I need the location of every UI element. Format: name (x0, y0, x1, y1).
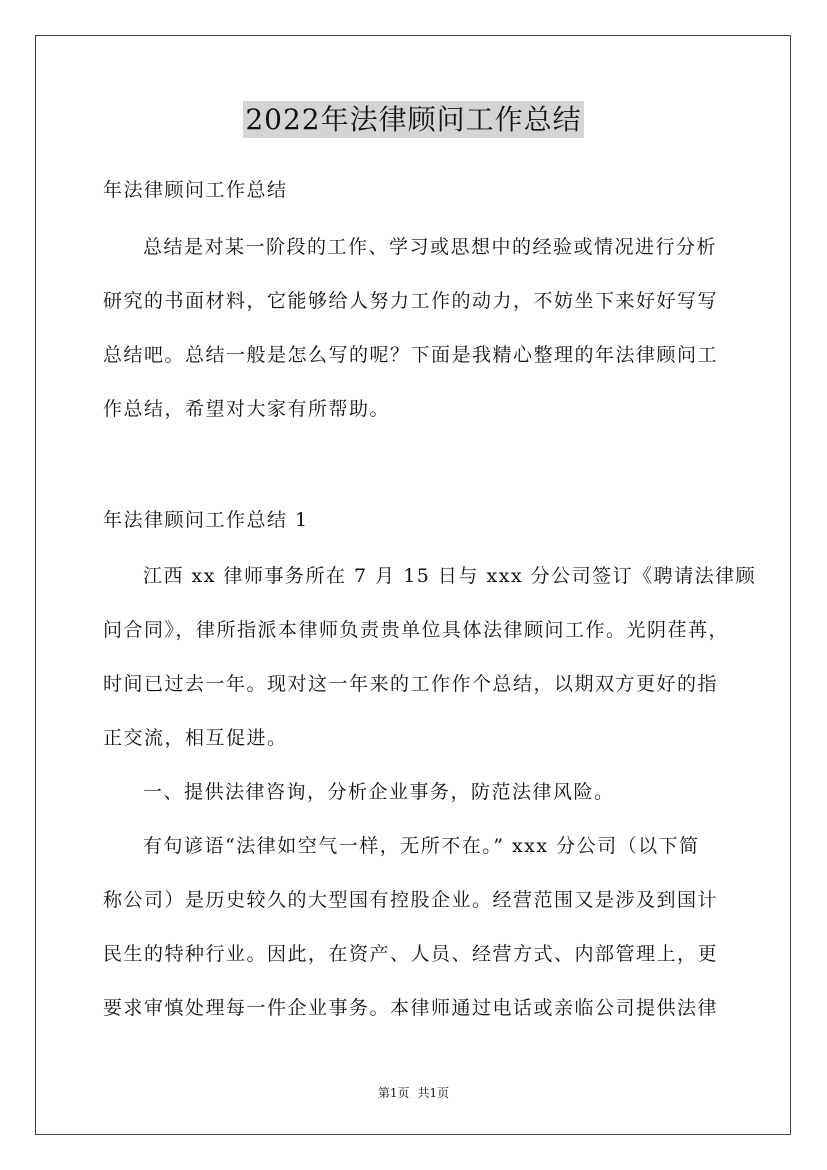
text-line: 总结是对某一阶段的工作、学习或思想中的经验或情况进行分析 (143, 236, 718, 258)
page-number: 第1页 (377, 1086, 410, 1100)
text-line: 有句谚语“法律如空气一样，无所不在。” xxx 分公司（以下简 (143, 835, 700, 857)
text-line: 民生的特种行业。因此，在资产、人员、经营方式、内部管理上，更 (103, 943, 719, 965)
document-title: 2022年法律顾问工作总结 (245, 103, 582, 136)
page-total: 共1页 (417, 1086, 450, 1100)
text-line: 正交流，相互促进。 (103, 727, 288, 749)
text-line: 称公司）是历史较久的大型国有控股企业。经营范围又是涉及到国计 (103, 889, 719, 911)
text-line: 年法律顾问工作总结 (103, 179, 288, 201)
text-line: 研究的书面材料，它能够给人努力工作的动力，不妨坐下来好好写写 (103, 290, 719, 312)
document-title-container (0, 98, 827, 142)
text-line: 问合同》，律所指派本律师负责贵单位具体法律顾问工作。光阴荏苒， (103, 619, 730, 641)
text-line: 时间已过去一年。现对这一年来的工作作个总结，以期双方更好的指 (103, 673, 719, 695)
text-line: 一、提供法律咨询，分析企业事务，防范法律风险。 (143, 781, 615, 803)
section-heading: 年法律顾问工作总结 1 (103, 509, 309, 531)
text-line: 要求审慎处理每一件企业事务。本律师通过电话或亲临公司提供法律 (103, 997, 719, 1019)
text-line: 总结吧。总结一般是怎么写的呢？下面是我精心整理的年法律顾问工 (103, 344, 719, 366)
text-line: 作总结，希望对大家有所帮助。 (103, 398, 391, 420)
page-footer (0, 1084, 827, 1101)
text-line: 江西 xx 律师事务所在 7 月 15 日与 xxx 分公司签订《聘请法律顾 (143, 565, 757, 587)
